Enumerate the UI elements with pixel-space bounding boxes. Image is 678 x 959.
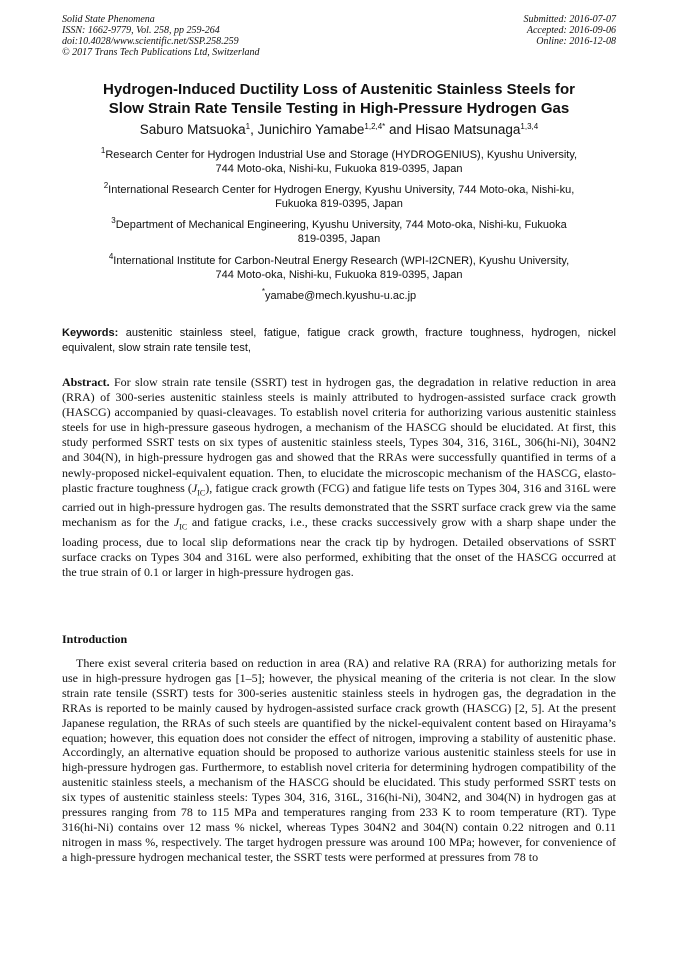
introduction-heading: Introduction bbox=[62, 632, 128, 646]
introduction-body: There exist several criteria based on reduction in area (RA) and relative RA (RRA) for authorizing metals for use in high-pressure hydrogen gas [1–5]; however, the physical meaning of the criteria is not clear. In the slow strain rate tensile (SSRT) tests for 300-series austenitic stainless steels in hydrogen gas, the degradation in the RRAs is reported to be mainly caused by hydrogen-assisted surface crack growth (HASCG) [2, 5]. At the present Japanese regulation, the RRAs of such steels are quantified by the nickel-equivalent content based on Hirayama’s equation; however, this equation does not consider the effect of nitrogen, improving a stability of austenitic phase. Accordingly, an alternative equation should be proposed to authorize various austenitic stainless steels for use in high-pressure hydrogen gas. Furthermore, to establish novel criteria for determining hydrogen compatibility of the austenitic stainless steels, a mechanism of the HASCG should be elucidated. This study performed SSRT tests on six types of austenitic stainless steels: Types 304, 316, 316L, 316(hi-Ni), 304N2, and 304(N) in hydrogen gas at pressures ranging from 78 to 115 MPa and temperatures ranging from 233 K to room temperature (RT). Type 316(hi-Ni) contains over 12 mass % nickel, whereas Types 304N2 and 304(N) contain 0.22 nitrogen and 0.11 nitrogen in mass %, respectively. The target hydrogen pressure was around 100 MPa; however, for convenience of a high-pressure hydrogen mechanical tester, the SSRT tests were performed at pressures from 78 to bbox=[62, 656, 616, 864]
author-name: , Junichiro Yamabe bbox=[250, 122, 365, 137]
title-line-2: Slow Strain Rate Tensile Testing in High-Pressure Hydrogen Gas bbox=[108, 100, 570, 117]
abstract-label: Abstract. bbox=[62, 375, 110, 389]
corresponding-email bbox=[62, 287, 616, 303]
abstract-text: and fatigue cracks, i.e., these cracks successively grow with a sharp shape under the loading process, due to local slip deformations near the crack tip by hydrogen. Detailed observations of SSRT surface cracks on Types 304 and 316L were also performed, exhibiting that the onset of the HASCG occurred at the true strain of 0.1 or larger in high-pressure hydrogen gas. bbox=[62, 515, 616, 579]
publication-dates bbox=[524, 14, 617, 47]
affiliation-1 bbox=[62, 146, 616, 176]
abstract-text: For slow strain rate tensile (SSRT) test in hydrogen gas, the degradation in relative reduction in area (RRA) of 300-series austenitic stainless steels is mainly attributed to hydrogen-assisted surface crack growth (HASCG) accompanied by quasi-cleavages. To establish novel criteria for authorizing various austenitic stainless steels for use in high-pressure gaseous hydrogen, a mechanism of the HASCG should be elucidated. At first, this study performed SSRT tests on six types of austenitic stainless steels, Types 304, 316, 316L, 306(hi-Ni), 304N2 and 304(N), in high-pressure hydrogen gas and showed that the RRAs were successfully quantified in terms of a newly-proposed nickel-equivalent equation. Then, to elucidate the microscopic mechanism of the HASCG, elasto-plastic fracture toughness ( bbox=[62, 375, 616, 495]
affiliation-line: 744 Moto-oka, Nishi-ku, Fukuoka 819-0395, Japan bbox=[215, 162, 463, 175]
affiliation-line: Fukuoka 819-0395, Japan bbox=[275, 197, 403, 210]
email-address[interactable]: yamabe@mech.kyushu-u.ac.jp bbox=[264, 290, 417, 302]
affiliation-line bbox=[62, 181, 616, 198]
keywords bbox=[62, 326, 616, 355]
author-list bbox=[62, 121, 616, 139]
j-subscript: IC bbox=[197, 488, 206, 498]
affiliation-text: International Research Center for Hydrogen Energy, Kyushu University, 744 Moto-oka, Nishi-ku, bbox=[108, 184, 575, 196]
affiliation-number: 1 bbox=[100, 146, 106, 155]
affiliation-line: 744 Moto-oka, Nishi-ku, Fukuoka 819-0395, Japan bbox=[215, 268, 463, 281]
journal-info bbox=[62, 14, 260, 58]
journal-name: Solid State Phenomena bbox=[62, 14, 155, 25]
accepted-date: Accepted: 2016-09-06 bbox=[526, 25, 616, 36]
j-subscript: IC bbox=[179, 522, 188, 532]
affiliation-3 bbox=[62, 216, 616, 246]
keywords-label: Keywords: bbox=[62, 327, 119, 339]
paper-title bbox=[62, 80, 616, 118]
title-line-1: Hydrogen-Induced Ductility Loss of Austenitic Stainless Steels for bbox=[102, 81, 576, 98]
affiliation-4 bbox=[62, 252, 616, 282]
abstract bbox=[62, 375, 616, 580]
author-name: Saburo Matsuoka bbox=[139, 122, 246, 137]
affiliation-number: 4 bbox=[108, 252, 114, 261]
journal-copyright: © 2017 Trans Tech Publications Ltd, Switzerland bbox=[62, 47, 260, 58]
affiliation-line bbox=[62, 252, 616, 269]
abstract-text: ), fatigue crack growth (FCG) and fatigue life tests on Types 304, 316 and 316L were carried out in high-pressure hydrogen gas. The results demonstrated that the SSRT surface crack grew via the same mechanism as for the bbox=[62, 480, 616, 530]
author-affiliation-mark: 1,2,4* bbox=[364, 122, 386, 131]
author-affiliation-mark: 1,3,4 bbox=[520, 122, 539, 131]
journal-issn: ISSN: 1662-9779, Vol. 258, pp 259-264 bbox=[62, 25, 220, 36]
j-symbol: J bbox=[173, 515, 180, 530]
affiliation-line bbox=[62, 216, 616, 233]
affiliation-text: International Institute for Carbon-Neutral Energy Research (WPI-I2CNER), Kyushu University, bbox=[113, 255, 570, 267]
journal-doi[interactable]: doi:10.4028/www.scientific.net/SSP.258.259 bbox=[62, 36, 239, 47]
keywords-text: austenitic stainless steel, fatigue, fatigue crack growth, fracture toughness, hydrogen, nickel equivalent, slow strain rate tensile test, bbox=[62, 327, 616, 354]
author-affiliation-mark: 1 bbox=[245, 122, 251, 131]
affiliation-text: Department of Mechanical Engineering, Kyushu University, 744 Moto-oka, Nishi-ku, Fukuoka bbox=[115, 219, 567, 231]
submitted-date: Submitted: 2016-07-07 bbox=[523, 14, 616, 25]
online-date: Online: 2016-12-08 bbox=[536, 36, 616, 47]
affiliation-number: 2 bbox=[103, 181, 109, 190]
affiliation-text: Research Center for Hydrogen Industrial Use and Storage (HYDROGENIUS), Kyushu University, bbox=[105, 149, 578, 161]
j-symbol: J bbox=[191, 480, 198, 495]
affiliation-line bbox=[62, 146, 616, 163]
affiliation-line: 819-0395, Japan bbox=[297, 232, 381, 245]
affiliation-number: 3 bbox=[111, 216, 116, 225]
affiliation-2 bbox=[62, 181, 616, 211]
author-name: and Hisao Matsunaga bbox=[385, 122, 521, 137]
corresponding-mark: * bbox=[261, 287, 265, 296]
